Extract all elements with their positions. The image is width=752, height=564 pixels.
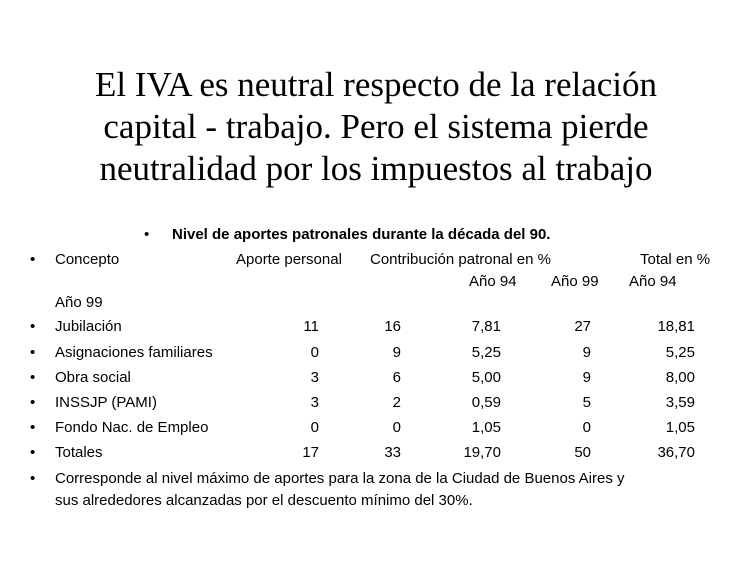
cell-concepto: INSSJP (PAMI) (55, 394, 157, 411)
bullet-icon: • (30, 251, 36, 268)
cell-contribucion-94: 16 (384, 318, 401, 335)
cell-total-94: 9 (582, 369, 591, 386)
cell-contribucion-99: 1,05 (471, 419, 501, 436)
table-row (0, 318, 752, 338)
bullet-icon: • (144, 226, 150, 243)
bullet-icon: • (30, 344, 36, 361)
cell-concepto: Obra social (55, 369, 131, 386)
cell-total-94: 5 (582, 394, 591, 411)
table-row (0, 419, 752, 439)
bullet-icon: • (30, 394, 36, 411)
table-row (0, 369, 752, 389)
cell-total-94: 0 (582, 419, 591, 436)
footnote-line-1: Corresponde al nivel máximo de aportes para la zona de la Ciudad de Buenos Aires y (55, 470, 625, 487)
title-line-1: El IVA es neutral respecto de la relación (94, 65, 658, 104)
cell-contribucion-99: 19,70 (463, 444, 501, 461)
header-total: Total en % (640, 251, 711, 268)
bullet-icon: • (30, 419, 36, 436)
cell-aporte-personal: 17 (302, 444, 319, 461)
cell-contribucion-94: 2 (392, 394, 401, 411)
bullet-icon: • (30, 444, 36, 461)
header-year-99-contribucion: Año 99 (551, 273, 599, 290)
cell-contribucion-99: 5,00 (471, 369, 501, 386)
cell-contribucion-94: 33 (384, 444, 401, 461)
cell-total-94: 9 (582, 344, 591, 361)
cell-concepto: Jubilación (55, 318, 122, 335)
header-concepto: Concepto (55, 251, 120, 268)
cell-aporte-personal: 3 (310, 369, 319, 386)
table-row (0, 344, 752, 364)
cell-contribucion-99: 0,59 (471, 394, 501, 411)
cell-contribucion-94: 9 (392, 344, 401, 361)
cell-total-99: 1,05 (665, 419, 695, 436)
cell-total-94: 27 (574, 318, 591, 335)
cell-total-99: 18,81 (657, 318, 695, 335)
cell-concepto: Totales (55, 444, 103, 461)
header-year-94-total: Año 94 (629, 273, 677, 290)
table-row (0, 394, 752, 414)
cell-aporte-personal: 0 (310, 344, 319, 361)
cell-contribucion-94: 6 (392, 369, 401, 386)
cell-aporte-personal: 11 (303, 318, 319, 335)
cell-total-94: 50 (574, 444, 591, 461)
header-year-94-contribucion: Año 94 (469, 273, 517, 290)
bullet-icon: • (30, 470, 36, 487)
cell-total-99: 5,25 (665, 344, 695, 361)
table-subtitle: Nivel de aportes patronales durante la década del 90. (172, 226, 551, 243)
cell-aporte-personal: 0 (310, 419, 319, 436)
cell-contribucion-99: 5,25 (471, 344, 501, 361)
cell-total-99: 3,59 (665, 394, 695, 411)
bullet-icon: • (30, 318, 36, 335)
cell-concepto: Fondo Nac. de Empleo (55, 419, 209, 436)
bullet-icon: • (30, 369, 36, 386)
header-aporte-personal: Aporte personal (236, 251, 342, 268)
cell-contribucion-94: 0 (392, 419, 401, 436)
footnote-line-2: sus alrededores alcanzadas por el descuento mínimo del 30%. (55, 492, 473, 509)
table-row (0, 444, 752, 464)
title-line-2: capital - trabajo. Pero el sistema pierde (103, 107, 649, 146)
cell-total-99: 8,00 (665, 369, 695, 386)
cell-concepto: Asignaciones familiares (55, 344, 213, 361)
cell-aporte-personal: 3 (310, 394, 319, 411)
cell-total-99: 36,70 (657, 444, 695, 461)
cell-contribucion-99: 7,81 (471, 318, 501, 335)
slide-title (0, 64, 752, 190)
header-contribucion-patronal: Contribución patronal en % (370, 251, 551, 268)
title-line-3: neutralidad por los impuestos al trabajo (99, 149, 653, 188)
header-year-99-total: Año 99 (55, 294, 103, 311)
